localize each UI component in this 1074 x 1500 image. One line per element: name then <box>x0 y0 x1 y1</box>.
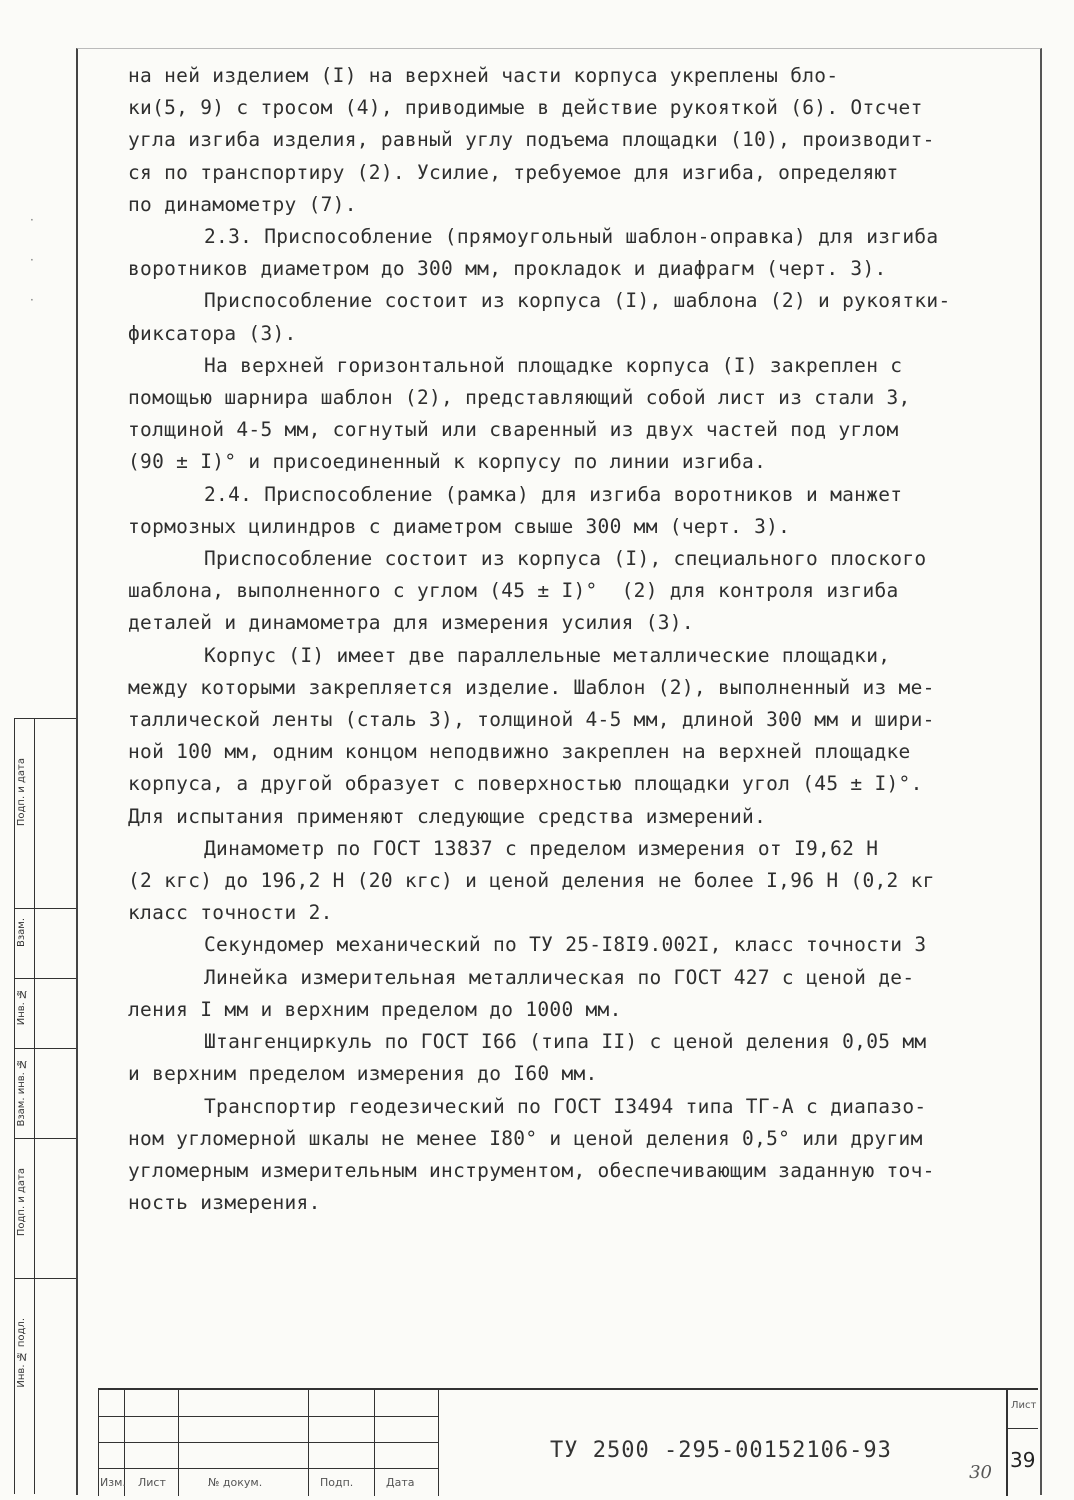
text-line: (90 ± I)° и присоединенный к корпусу по линии изгиба. <box>128 450 767 474</box>
text-line: Секундомер механический по ТУ 25-I8I9.002I, класс точности 3 <box>204 933 927 957</box>
text-line: ность измерения. <box>128 1191 321 1215</box>
text-line: корпуса, а другой образует с поверхностью площадки угол (45 ± I)°. <box>128 772 923 796</box>
sheet-box <box>1006 1390 1038 1496</box>
text-line: Динамометр по ГОСТ 13837 с пределом измерения от I9,62 Н <box>204 836 879 860</box>
sheet-label: Лист <box>1011 1400 1037 1411</box>
document-code: ТУ 2500 -295-00152106-93 <box>550 1438 892 1463</box>
sidebar-label: Подп. и дата <box>16 758 27 827</box>
text-line: Корпус (I) имеет две параллельные металлические площадки, <box>204 643 891 667</box>
sidebar-label: Инв. № подл. <box>16 1318 27 1388</box>
text-line: деталей и динамометра для измерения усилия (3). <box>128 611 694 635</box>
text-line: фиксатора (3). <box>128 321 297 345</box>
title-block-label: № докум. <box>208 1476 263 1489</box>
text-line: тормозных цилиндров с диаметром свыше 300 мм (черт. 3). <box>128 514 791 538</box>
text-line: угломерным измерительным инструментом, обеспечивающим заданную точ- <box>128 1158 935 1182</box>
text-line: на ней изделием (I) на верхней части корпуса укреплены бло- <box>128 64 839 87</box>
text-line: ной 100 мм, одним концом неподвижно закреплен на верхней площадке <box>128 740 911 764</box>
text-line: класс точности 2. <box>128 901 333 925</box>
text-line: угла изгиба изделия, равный углу подъема площадки (10), производит- <box>128 128 935 152</box>
text-line: таллической ленты (сталь 3), толщиной 4-5 мм, длиной 300 мм и шири- <box>128 708 935 732</box>
text-line: На верхней горизонтальной площадке корпуса (I) закреплен с <box>204 353 903 377</box>
sidebar-label: Взам. инв. № <box>16 1058 27 1127</box>
margin-marks: · · · <box>30 213 34 307</box>
sidebar-label: Инв. № <box>16 988 27 1026</box>
text-line: ся по транспортиру (2). Усилие, требуемое для изгиба, определяют <box>128 160 899 184</box>
text-line: Приспособление состоит из корпуса (I), специального плоского <box>204 547 927 571</box>
text-line: ки(5, 9) с тросом (4), приводимые в действие рукояткой (6). Отсчет <box>128 96 923 120</box>
text-line: ления I мм и верхним пределом до 1000 мм. <box>128 997 622 1021</box>
text-line: шаблона, выполненного с углом (45 ± I)° (2) для контроля изгиба <box>128 579 899 603</box>
text-line: помощью шарнира шаблон (2), представляющий собой лист из стали 3, <box>128 386 911 410</box>
sheet-number: 39 <box>1010 1448 1036 1472</box>
text-line: Приспособление состоит из корпуса (I), шаблона (2) и рукоятки- <box>204 289 951 313</box>
text-line: толщиной 4-5 мм, согнутый или сваренный из двух частей под углом <box>128 418 899 442</box>
title-block-label: Подп. <box>320 1476 354 1489</box>
text-line: Штангенциркуль по ГОСТ I66 (типа II) с ценой деления 0,05 мм <box>204 1030 927 1054</box>
text-line: Транспортир геодезический по ГОСТ I3494 типа ТГ-А с диапазо- <box>204 1094 927 1118</box>
text-line: воротников диаметром до 300 мм, прокладок и диафрагм (черт. 3). <box>128 257 887 281</box>
text-line: по динамометру (7). <box>128 192 357 216</box>
document-body <box>128 60 1033 1219</box>
text-line: между которыми закрепляется изделие. Шаблон (2), выполненный из ме- <box>128 675 935 699</box>
text-line: ном угломерной шкалы не менее I80° и ценой деления 0,5° или другим <box>128 1126 923 1150</box>
title-block-label: Лист <box>138 1476 166 1489</box>
text-line: 2.4. Приспособление (рамка) для изгиба воротников и манжет <box>204 482 903 506</box>
title-block-label: Изм. <box>100 1476 126 1489</box>
title-block <box>98 1388 1038 1496</box>
left-stamp-column <box>0 718 76 1494</box>
sidebar-label: Подп. и дата <box>16 1168 27 1237</box>
text-line: и верхним пределом измерения до I60 мм. <box>128 1062 598 1086</box>
text-line: (2 кгс) до 196,2 Н (20 кгс) и ценой деления не более I,96 Н (0,2 кг <box>128 869 935 893</box>
title-block-label: Дата <box>386 1476 415 1489</box>
sidebar-label: Взам. <box>16 918 27 948</box>
text-line: Линейка измерительная металлическая по ГОСТ 427 с ценой де- <box>204 965 915 989</box>
handwritten-page-number: 30 <box>969 1462 992 1483</box>
text-line: 2.3. Приспособление (прямоугольный шаблон-оправка) для изгиба <box>204 225 939 249</box>
revision-table <box>98 1390 438 1496</box>
text-line: Для испытания применяют следующие средства измерений. <box>128 804 767 828</box>
